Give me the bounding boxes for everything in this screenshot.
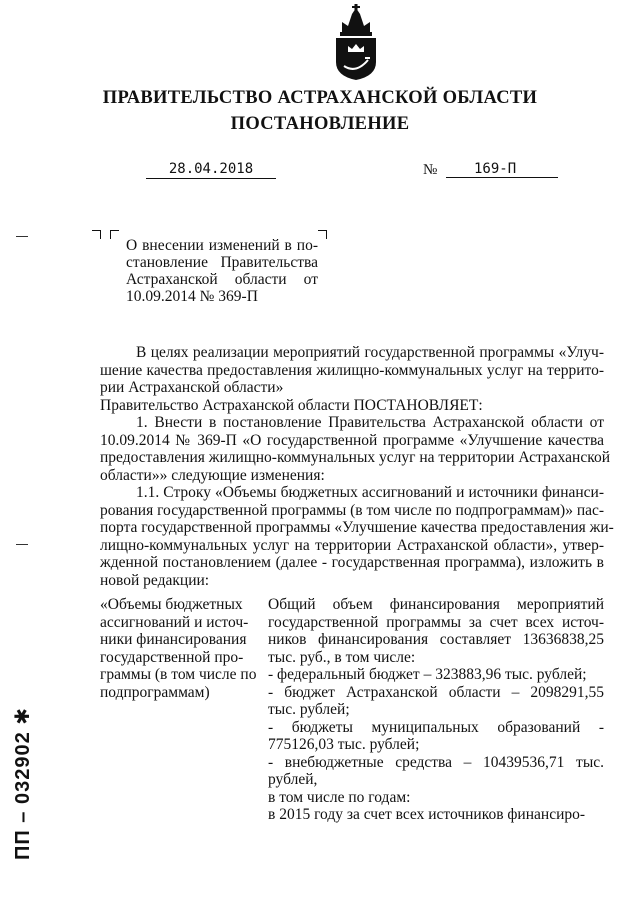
margin-mark <box>16 544 28 545</box>
table-left-column <box>100 596 258 701</box>
body-line: рования государственной программы (в том числе по подпрограммам)» пас- <box>100 501 605 519</box>
serial-number-stamp <box>2 690 42 870</box>
table-left-line: граммы (в том числе по <box>100 666 257 683</box>
document-type: ПОСТАНОВЛЕНИЕ <box>230 114 410 134</box>
table-right-line: тыс. руб., в том числе: <box>268 648 416 666</box>
document-subject <box>126 237 318 305</box>
body-line: Правительство Астраханской области ПОСТАНОВЛЯЕТ: <box>100 396 483 414</box>
bracket-corner-top-right <box>318 230 327 239</box>
body-line: 1. Внести в постановление Правительства Астраханской области от <box>136 414 604 431</box>
number-sign: № <box>423 162 438 178</box>
table-right-line: рублей, <box>268 771 318 788</box>
bracket-corner-top-left <box>92 230 101 239</box>
table-right-line: в том числе по годам: <box>268 788 411 806</box>
table-right-line: - внебюджетные средства – 10439536,71 тыс. <box>268 753 604 771</box>
table-right-line: тыс. рублей; <box>268 701 350 718</box>
body-line: области»» следующие изменения: <box>100 466 325 484</box>
serial-number-text: ПП – 032902 ✱ <box>12 706 34 860</box>
subject-line: О внесении изменений в по- <box>126 237 318 254</box>
table-right-column <box>268 596 604 824</box>
table-right-line: Общий объем финансирования мероприятий <box>268 596 604 613</box>
coat-of-arms-icon <box>328 4 384 82</box>
subject-line: становление Правительства <box>126 254 318 271</box>
margin-mark <box>16 236 28 237</box>
subject-line: 10.09.2014 № 369-П <box>126 288 258 305</box>
table-left-line: подпрограммам) <box>100 683 210 701</box>
table-right-line: в 2015 году за счет всех источников финансиро- <box>268 806 586 823</box>
organization-title: ПРАВИТЕЛЬСТВО АСТРАХАНСКОЙ ОБЛАСТИ <box>102 88 538 108</box>
subject-line: Астраханской области от <box>126 271 318 288</box>
bracket-corner-top-left-inner <box>110 230 119 239</box>
body-line: В целях реализации мероприятий государственной программы «Улуч- <box>136 344 604 361</box>
table-right-line: государственной программы за счет всех источ- <box>268 613 604 631</box>
table-left-line: государственной про- <box>100 648 244 666</box>
body-line: жденной постановлением (далее - государственная программа), изложить в <box>100 554 604 571</box>
document-date: 28.04.2018 <box>146 162 276 179</box>
body-line: порта государственной программы «Улучшение качества предоставления жи- <box>100 519 614 536</box>
body-line: 10.09.2014 № 369-П «О государственной программе «Улучшение качества <box>100 431 604 449</box>
table-left-line: ассигнований и источ- <box>100 613 249 631</box>
document-body <box>100 344 614 589</box>
table-right-line: ников финансирования составляет 13636838,25 <box>268 631 604 648</box>
table-left-line: «Объемы бюджетных <box>100 596 243 613</box>
document-number: 169-П <box>446 162 558 178</box>
table-right-line: - федеральный бюджет – 323883,96 тыс. рублей; <box>268 666 587 683</box>
table-right-line: - бюджет Астраханской области – 2098291,55 <box>268 683 604 701</box>
body-line: лищно-коммунальных услуг на территории Астраханской области», утвер- <box>100 536 604 554</box>
body-line: 1.1. Строку «Объемы бюджетных ассигнований и источники финанси- <box>136 484 604 501</box>
table-left-line: ники финансирования <box>100 631 247 648</box>
table-right-line: 775126,03 тыс. рублей; <box>268 736 420 753</box>
table-right-line: - бюджеты муниципальных образований - <box>268 718 604 736</box>
body-line: предоставления жилищно-коммунальных услуг на территории Астраханской <box>100 449 611 466</box>
body-line: рии Астраханской области» <box>100 379 284 396</box>
body-line: новой редакции: <box>100 571 210 589</box>
body-line: шение качества предоставления жилищно-коммунальных услуг на террито- <box>100 361 604 379</box>
